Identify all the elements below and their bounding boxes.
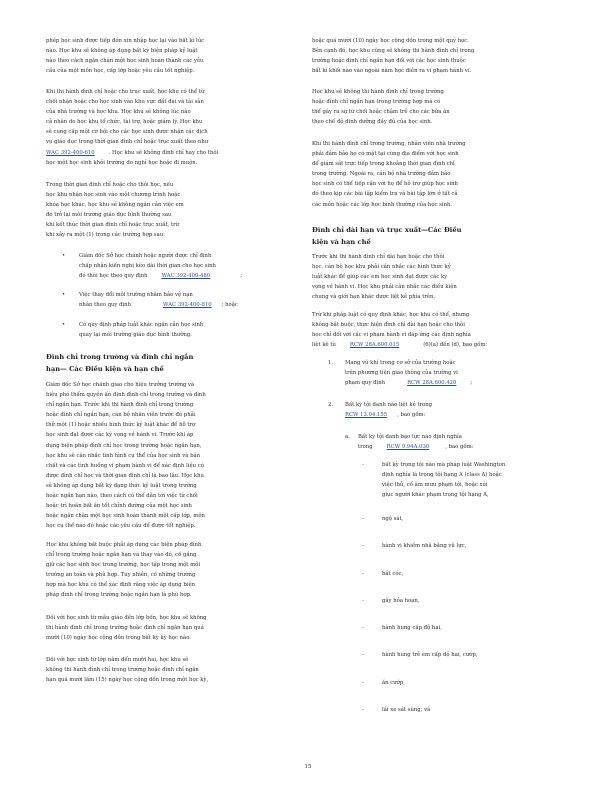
- text-line: hoặc đình chỉ ngắn hạn trong trường hợp mà có: [312, 99, 441, 106]
- numbered-item-weapons: [312, 358, 560, 388]
- text-line: Khi thi hành đình chỉ trong trường, nhân viên nhà trường: [312, 141, 466, 147]
- text-line: không thi hành đình chỉ trong trường hoặc đình chỉ ngắn: [46, 667, 199, 674]
- text-line: sẽ không áp dụng bất kỳ dạng thức kỷ luật trong trường: [46, 482, 197, 489]
- text-line: Giám đốc Sở học chánh giao cho hiệu trưởng trường và: [46, 382, 195, 388]
- text-line: khóa học khác, học khu sẽ không ngăn cản việc em: [46, 202, 184, 209]
- dash-marker: -: [362, 543, 364, 549]
- dash-marker: -: [362, 625, 364, 631]
- dash-marker: -: [362, 680, 364, 686]
- text-line: Đối với học sinh từ mẫu giáo đến lớp bốn, học khu sẽ không: [46, 615, 207, 621]
- rcw-9-94a-030-link[interactable]: RCW 9.94A.030: [386, 444, 430, 451]
- sub-item-violent-crimes: [312, 432, 560, 452]
- text-line: hành hung trẻ em cấp độ hai, cướp,: [382, 652, 478, 658]
- text-line: luật khác để giúp các em học sinh đạt được các kỳ: [312, 274, 448, 281]
- item-number: 2.: [328, 402, 334, 408]
- dash-marker: -: [362, 652, 364, 658]
- text-line: khi kết thúc thời gian đình chỉ hoặc trục xuất, trừ: [46, 222, 180, 229]
- text-line: nào theo cách ngăn chặn một học sinh hoàn thành các yêu: [46, 58, 204, 65]
- text-line: trên phương tiện giao thông của trường vi: [345, 370, 458, 377]
- text-line: đó theo kịp các bài tập kiểm tra và bài tập lớn ở tất cả: [312, 191, 458, 198]
- text-fragment: nhân theo quy định: [79, 302, 132, 309]
- text-line: chất và các tình huống vi phạm hành vi để xác định liệu có: [46, 462, 204, 469]
- text-line: ngộ sát,: [382, 516, 404, 522]
- page-number: 15: [304, 764, 312, 770]
- paragraph-long-term-consider: [312, 252, 560, 302]
- text-line: cả nhân do học khu tổ chức, tài trợ, hoặc giám lý. Học khu: [46, 119, 203, 126]
- dash-item: [312, 596, 560, 606]
- paragraph-quarter-limit: [312, 36, 560, 76]
- dash-marker: -: [362, 571, 364, 577]
- section-heading-long-term: [312, 224, 560, 248]
- text-line: sẽ cung cấp một cơ hội cho các học sinh được nhận các dịch: [46, 129, 208, 136]
- paragraph-short-term-authority: [46, 380, 294, 531]
- numbered-item-crimes: [312, 400, 560, 420]
- paragraph-in-school-supervision: [312, 139, 560, 210]
- heading-line: kiện và hạn chế: [312, 238, 371, 246]
- dash-item: [312, 569, 560, 579]
- item-letter: a.: [345, 434, 350, 440]
- paragraph-5-12-limit: [46, 655, 294, 685]
- bullet-marker: •: [62, 292, 66, 298]
- rcw-13-04-155-link[interactable]: RCW 13.04.155: [345, 412, 388, 419]
- text-line: hành vi khiếm nhã bằng vũ lực,: [382, 543, 467, 549]
- bullet-item: [46, 320, 294, 340]
- text-fragment: , bao gồm:: [397, 412, 426, 419]
- text-line-with-link: [46, 300, 294, 310]
- text-line: hiệu phó thẩm quyền ấn định đình chỉ trong trường và đình: [46, 392, 206, 399]
- text-line: trường hoặc đình chỉ ngắn hạn đối với các học sinh thuộc: [312, 58, 466, 65]
- text-line: dụng biện pháp đình chỉ học trong trường hoặc ngắn hạn,: [46, 442, 202, 449]
- text-line: việc thủ, cố âm mưu phạm tội, hoặc xúi: [382, 482, 488, 489]
- text-fragment: ; hoặc: [221, 302, 238, 309]
- paragraph-reentry: [46, 180, 294, 241]
- bullet-marker: •: [62, 322, 66, 328]
- text-line: không bắt buộc, thực hiện đình chỉ dài hạn hoặc cho thôi: [312, 322, 465, 329]
- item-number: 1.: [328, 360, 334, 366]
- text-line: hoặc trì hoãn bất ân tốt chỉnh đường của một học sinh: [46, 503, 192, 510]
- text-line: Trừ khi pháp luật có quy định khác, học khu có thể, nhưng: [312, 312, 470, 318]
- dash-marker: -: [362, 516, 364, 522]
- text-line: hoặc ngăn chặn một học sinh hoàn thành một cấp lớp, môn: [46, 513, 205, 520]
- text-line: bất kì khối nào vào ngoài năm học diễn ra vi phạm hành vi.: [312, 68, 472, 75]
- text-line: học khu sẽ cân nhắc tình hình cụ thể của học sinh và bản: [46, 452, 201, 459]
- dash-marker: -: [362, 462, 364, 468]
- bullet-item: [46, 251, 294, 281]
- text-line: khi xảy ra một (1) trong các trường hợp sau:: [46, 232, 166, 239]
- text-line: Học khu không bắt buộc phải áp dụng các biện pháp đình: [46, 542, 202, 548]
- paragraph-not-required: [46, 540, 294, 601]
- text-line: chỉ ngắn hạn. Trước khi thi hành đình chỉ trong trường: [46, 402, 194, 409]
- text-line-with-link: [312, 378, 560, 388]
- text-fragment: trong: [358, 444, 373, 451]
- dash-item: [312, 650, 560, 660]
- text-fragment: liệt kê tù: [312, 342, 336, 349]
- text-line: trường an toàn và phù hợp. Tuy nhiên, có những trường: [46, 572, 196, 579]
- text-line: phép học sinh được tiếp đón xin nhập học lại vào bất kì lúc: [46, 38, 205, 44]
- text-line: học, cán bộ học khu phải cân nhắc các hình thức kỷ: [312, 264, 451, 271]
- text-line: Có quy định pháp luật khác ngăn cản học sinh: [79, 322, 204, 328]
- text-fragment: ;: [240, 273, 243, 280]
- text-line: Việc thay đổi môi trường nhằm bảo vệ nạn: [79, 292, 193, 298]
- text-line: của nhà trường và học khu. Học khu sẽ không lúc nào: [46, 109, 191, 116]
- text-line: chấp nhận kiến nghị kéo dài thời gian cho học sinh: [79, 263, 216, 270]
- text-line: Bên cạnh đó, học khu cũng sẽ không thi hành đình chỉ trong: [312, 48, 475, 55]
- text-line: bắt cóc,: [382, 571, 404, 577]
- dash-marker: -: [362, 598, 364, 604]
- heading-line: Đình chỉ dài hạn và trục xuất—Các Điều: [312, 226, 462, 234]
- text-line: hoặc ngắn hạn nào, theo cách có thể dẫn tới việc từ chối: [46, 493, 198, 500]
- bullet-marker: •: [62, 253, 66, 259]
- text-line: Trong thời gian đình chỉ hoặc cho thôi học, nếu: [46, 182, 174, 188]
- heading-line: hạn— Các Điều kiện và hạn chế: [46, 365, 164, 373]
- text-line: quay lại môi trường giáo dục bình thường.: [79, 332, 192, 339]
- text-line-with-link: [312, 340, 560, 350]
- text-line: Đối với học sinh từ lớp năm đến mười hai, học khu sẽ: [46, 657, 189, 663]
- dash-marker: -: [362, 707, 364, 713]
- rcw-28a-600-015-link[interactable]: RCW 28A.600.015: [349, 342, 400, 349]
- text-line: Giám đốc Sở học chánh hoặc người được chỉ định: [79, 253, 212, 259]
- rcw-28a-600-420-link[interactable]: RCW 28A.600.420: [407, 380, 457, 387]
- text-line: học sinh có thể tiếp cận với họ để hỗ trợ giúp học sinh: [312, 181, 458, 188]
- paragraph-behavior-definitions: [312, 310, 560, 350]
- heading-line: Đình chỉ trong trường và đình chỉ ngắn: [46, 353, 194, 361]
- text-line: học một học sinh khỏi trường do nghỉ học hoặc đi muộn.: [46, 159, 198, 166]
- text-fragment: ;: [470, 380, 473, 387]
- text-line: chỉ trong trường hoặc ngắn hạn và thay vào đó, cố gắng: [46, 552, 197, 559]
- text-line: học cụ thể nào đó hoặc các yêu cầu để được tốt nghiệp.: [46, 523, 196, 530]
- text-line-with-link: [312, 410, 560, 420]
- wac-392-400-480-link[interactable]: WAC 392-400-480: [161, 273, 211, 280]
- text-line: hành hung cấp độ hai,: [382, 625, 442, 631]
- dash-item: [312, 514, 560, 524]
- text-fragment: (6)(a) đến (d), bao gồm:: [423, 342, 488, 349]
- text-line: học chỉ đối với các vi phạm hành vi đáp ứng các định nghĩa: [312, 332, 471, 339]
- text-line: lái xe sát sùng; và: [382, 707, 431, 713]
- paragraph-k4-limit: [46, 613, 294, 643]
- paragraph-meals: [312, 87, 560, 127]
- text-line: định nghĩa là trọng tội hạng A (class A) hoặc: [382, 472, 502, 479]
- text-line: các môn hoặc các lớp học bình thường của học sinh.: [312, 201, 453, 208]
- text-line: cầu của một môn học, cấp lớp hoặc yêu cầu tốt nghiệp.: [46, 68, 195, 75]
- text-line: gây hỏa hoạn,: [382, 598, 420, 604]
- text-line: giục người khác phạm trọng tội hạng A,: [382, 492, 489, 499]
- dash-item: [312, 705, 560, 715]
- text-line: vụ giáo dục trong thời gian đình chỉ hoặc trục xuất theo như: [46, 139, 209, 146]
- text-line: hoặc quá mười (10) ngày học cộng dồn trong một quý học.: [312, 38, 469, 44]
- text-line: chối nhận hoặc cho học sinh vào khu vực đất đai và tài sản: [46, 99, 204, 106]
- text-line: học sinh đạt được các kỳ vọng về hành vi. Trước khi áp: [46, 432, 194, 439]
- text-fragment: đó thôi học theo quy định: [79, 273, 148, 280]
- dash-item: [312, 541, 560, 551]
- dash-item: [312, 460, 560, 500]
- bullet-item: [46, 290, 294, 310]
- text-line: thi hành đình chỉ trong trường hoặc đình chỉ ngắn hạn quá: [46, 625, 204, 632]
- text-line: theo chế độ dinh dưỡng đầy đủ của học sinh.: [312, 119, 433, 126]
- text-line: Khi thi hành đình chỉ hoặc cho trục xuất, học khu có thể từ: [46, 89, 205, 95]
- text-fragment: . Học khu sẽ không đình chỉ hay cho thôi: [108, 149, 219, 156]
- text-line: đó trở lại môi trường giáo dục bình thường sau: [46, 212, 172, 219]
- text-line: giữ các học sinh học trong trường, học tập trong một môi: [46, 562, 201, 569]
- text-line: ăn cướp,: [382, 680, 405, 686]
- text-line: mười (10) ngày học cộng dồn trong bất kỳ kỳ học nào.: [46, 635, 191, 642]
- text-line: nào. Học khu sẽ không áp dụng bất kỳ biện pháp kỷ luật: [46, 48, 198, 55]
- dash-item: [312, 623, 560, 633]
- text-line: Học khu sẽ không thi hành đình chỉ trong trường: [312, 89, 444, 95]
- paragraph-property-access: [46, 87, 294, 168]
- section-heading-short-term: [46, 351, 294, 375]
- text-line: hợp mà học khu có thể xác định rằng việc áp dụng biện: [46, 582, 196, 589]
- wac-392-400-610-link[interactable]: WAC 392-400-610: [46, 149, 95, 156]
- text-fragment: phạm quy định: [345, 380, 386, 387]
- paragraph-readmission: [46, 36, 294, 76]
- text-line: Bất kỳ tội danh nào liệt kê trong: [345, 402, 433, 408]
- text-line-with-link: [46, 271, 294, 281]
- text-line: pháp đình chỉ trong trường hoặc ngắn hạn là phù hợp.: [46, 592, 192, 599]
- dash-item: [312, 678, 560, 688]
- text-line: trong trường. Ngoài ra, cán bộ nhà trường đảm bảo: [312, 171, 451, 178]
- text-fragment: , bao gồm:: [445, 444, 474, 451]
- text-line: phải đảm bảo họ có mặt tại cùng địa điểm với học sinh: [312, 151, 459, 158]
- text-line: hoặc đình chỉ ngắn hạn, cán bộ nhân viên trước đó phải: [46, 412, 196, 419]
- text-line: vọng về hành vi. Học khu phải cân nhắc các điều kiện: [312, 284, 457, 291]
- text-line-with-link: [312, 442, 560, 452]
- text-line: hạn quá mười lăm (15) ngày học cộng dồn trong một học kỳ,: [46, 677, 209, 684]
- text-line: được đình chỉ học và thời gian đình chỉ là bao lâu. Học khu: [46, 472, 204, 479]
- wac-392-400-810-link[interactable]: WAC 392-400-810: [163, 302, 212, 309]
- text-line: thể gây ra sự từ chối hoặc chậm trễ cho các bữa ăn: [312, 109, 450, 116]
- text-line: Bất kỳ tội danh bạo lực nào định nghĩa: [358, 434, 462, 440]
- text-line: Mang vũ khí trong cơ sở của trường hoặc: [345, 360, 456, 366]
- text-line-with-link: [46, 148, 294, 158]
- text-line: Trước khi thi hành đình chỉ dài hạn hoặc cho thôi: [312, 254, 445, 260]
- text-line: để giám sát trực tiếp trong khoảng thời gian đình chỉ: [312, 161, 455, 168]
- text-line: bất kỳ trọng tội nào mà pháp luật Washington: [382, 462, 506, 468]
- text-line: chung và giới hạn khác được liệt kê phía trên.: [312, 294, 436, 301]
- text-line: thử một (1) hoặc nhiều hình thức kỷ luật khác để hỗ trợ: [46, 422, 196, 429]
- text-line: học khu nhận học sinh vào một chương trình hoặc: [46, 192, 181, 199]
